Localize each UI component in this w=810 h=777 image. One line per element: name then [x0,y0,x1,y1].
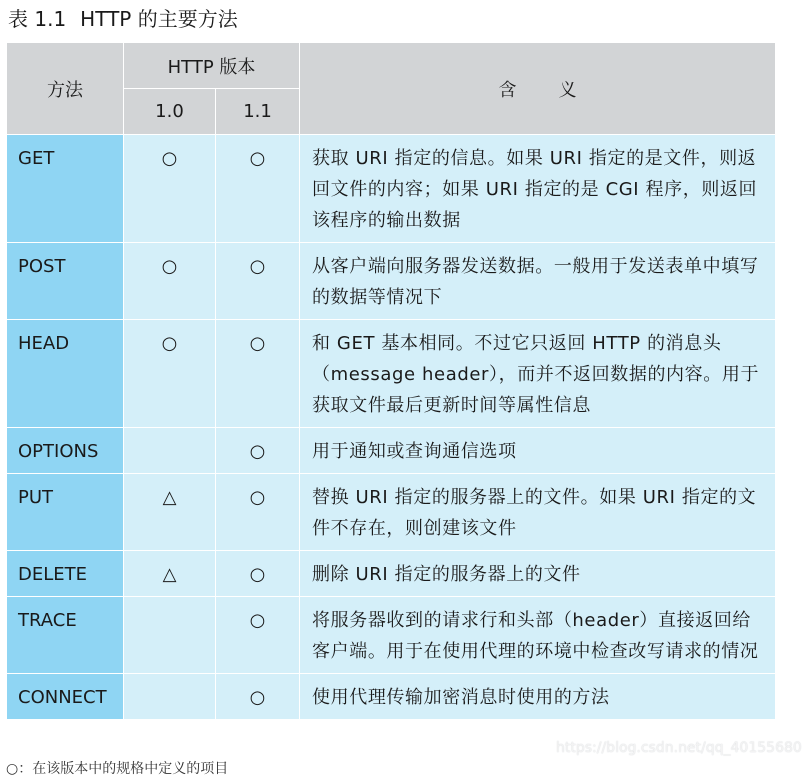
method-meaning: 使用代理传输加密消息时使用的方法 [300,674,776,720]
method-name: POST [7,243,124,320]
table-row [7,135,776,243]
method-name: DELETE [7,551,124,597]
watermark: https://blog.csdn.net/qq_40155680 [556,740,802,756]
table-row [7,674,776,720]
table-row [7,428,776,474]
support-1-1: ○ [216,597,300,674]
method-meaning: 将服务器收到的请求行和头部（header）直接返回给客户端。用于在使用代理的环境中检查改写请求的情况 [300,597,776,674]
support-1-1: ○ [216,674,300,720]
method-meaning: 删除 URI 指定的服务器上的文件 [300,551,776,597]
caption-title: HTTP 的主要方法 [80,7,238,31]
method-name: OPTIONS [7,428,124,474]
method-name: HEAD [7,320,124,428]
header-http-version: HTTP 版本 [124,43,300,89]
header-meaning-label: 含义 [498,79,619,101]
footnote: ○：在该版本中的规格中定义的项目 [6,761,229,777]
table-header [7,43,776,135]
support-1-0: ○ [124,320,216,428]
table-caption [8,6,238,32]
support-1-1: ○ [216,320,300,428]
method-name: TRACE [7,597,124,674]
method-meaning: 用于通知或查询通信选项 [300,428,776,474]
method-meaning: 从客户端向服务器发送数据。一般用于发送表单中填写的数据等情况下 [300,243,776,320]
header-method: 方法 [7,43,124,135]
support-1-1: ○ [216,428,300,474]
header-version-1-1: 1.1 [216,89,300,135]
table-row [7,320,776,428]
support-1-0 [124,428,216,474]
table-row [7,551,776,597]
table-row [7,474,776,551]
support-1-1: ○ [216,243,300,320]
support-1-0 [124,597,216,674]
table-body [7,135,776,720]
header-version-1-0: 1.0 [124,89,216,135]
support-1-0: △ [124,474,216,551]
support-1-0 [124,674,216,720]
support-1-1: ○ [216,474,300,551]
method-meaning: 获取 URI 指定的信息。如果 URI 指定的是文件，则返回文件的内容；如果 URI 指定的是 CGI 程序，则返回该程序的输出数据 [300,135,776,243]
method-meaning: 和 GET 基本相同。不过它只返回 HTTP 的消息头（message header），而并不返回数据的内容。用于获取文件最后更新时间等属性信息 [300,320,776,428]
support-1-0: ○ [124,243,216,320]
support-1-1: ○ [216,551,300,597]
header-meaning [300,43,776,135]
method-name: PUT [7,474,124,551]
support-1-1: ○ [216,135,300,243]
table-row [7,243,776,320]
support-1-0: ○ [124,135,216,243]
http-methods-table [6,42,776,720]
caption-number: 表 1.1 [8,7,67,31]
method-name: CONNECT [7,674,124,720]
support-1-0: △ [124,551,216,597]
method-name: GET [7,135,124,243]
table-row [7,597,776,674]
method-meaning: 替换 URI 指定的服务器上的文件。如果 URI 指定的文件不存在，则创建该文件 [300,474,776,551]
